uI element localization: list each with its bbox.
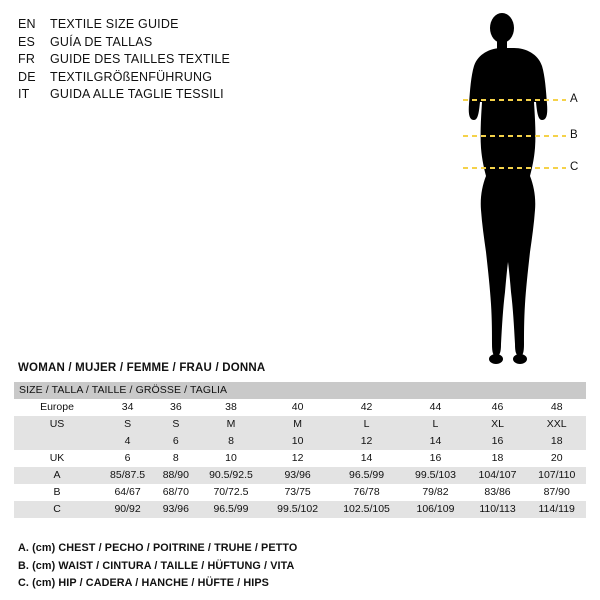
body-figure: [430, 8, 590, 368]
cell: 104/107: [468, 467, 528, 484]
cell: 40: [265, 399, 329, 416]
cell: M: [265, 416, 329, 433]
cell: 88/90: [155, 467, 196, 484]
table-row: [14, 467, 586, 484]
cell: 16: [403, 450, 467, 467]
cell: 16: [468, 433, 528, 450]
cell: 6: [155, 433, 196, 450]
cell: XXL: [527, 416, 586, 433]
cell: 20: [527, 450, 586, 467]
language-title: TEXTILE SIZE GUIDE: [50, 17, 179, 31]
cell: 99.5/103: [403, 467, 467, 484]
table-row: [14, 484, 586, 501]
cell: 70/72.5: [197, 484, 266, 501]
language-title: GUIDA ALLE TAGLIE TESSILI: [50, 87, 224, 102]
language-code: EN: [18, 17, 36, 31]
cell: M: [197, 416, 266, 433]
table-row: [14, 433, 586, 450]
cell: S: [100, 416, 155, 433]
cell: 76/78: [330, 484, 404, 501]
language-code: ES: [18, 34, 36, 49]
cell: 8: [197, 433, 266, 450]
table-row: [14, 416, 586, 433]
cell: 93/96: [155, 501, 196, 518]
legend-row-a: A. (cm) CHEST / PECHO / POITRINE / TRUHE / PETTO: [18, 542, 298, 554]
marker-label-a: A: [570, 93, 578, 105]
language-row-fr: [18, 51, 318, 69]
cell: 73/75: [265, 484, 329, 501]
measurement-legend: [18, 540, 438, 593]
cell: 12: [330, 433, 404, 450]
cell: 106/109: [403, 501, 467, 518]
cell: 6: [100, 450, 155, 467]
table-row: [14, 399, 586, 416]
legend-row-c: C. (cm) HIP / CADERA / HANCHE / HÜFTE / HIPS: [18, 577, 269, 589]
cell: 14: [330, 450, 404, 467]
table-header-label: SIZE / TALLA / TAILLE / GRÖSSE / TAGLIA: [14, 382, 586, 399]
cell: 38: [197, 399, 266, 416]
language-row-it: [18, 86, 318, 104]
cell: 96.5/99: [330, 467, 404, 484]
cell: 93/96: [265, 467, 329, 484]
cell: 90/92: [100, 501, 155, 518]
cell: 85/87.5: [100, 467, 155, 484]
cell: 18: [527, 433, 586, 450]
cell: 46: [468, 399, 528, 416]
cell: 110/113: [468, 501, 528, 518]
language-code: DE: [18, 69, 36, 84]
marker-label-b: B: [570, 129, 578, 141]
row-label: C: [14, 501, 100, 518]
size-table: [14, 382, 586, 518]
cell: 68/70: [155, 484, 196, 501]
size-table-wrap: [14, 382, 586, 518]
row-label: UK: [14, 450, 100, 467]
row-label: [14, 433, 100, 450]
cell: S: [155, 416, 196, 433]
row-label: Europe: [14, 399, 100, 416]
cell: 8: [155, 450, 196, 467]
cell: 114/119: [527, 501, 586, 518]
cell: 99.5/102: [265, 501, 329, 518]
marker-label-c: C: [570, 161, 579, 173]
cell: L: [330, 416, 404, 433]
cell: 14: [403, 433, 467, 450]
table-header-row: [14, 382, 586, 399]
table-row: [14, 450, 586, 467]
language-title: GUIDE DES TAILLES TEXTILE: [50, 52, 231, 67]
cell: 83/86: [468, 484, 528, 501]
row-label: US: [14, 416, 100, 433]
table-row: [14, 501, 586, 518]
cell: 64/67: [100, 484, 155, 501]
language-list: [18, 16, 318, 104]
cell: 44: [403, 399, 467, 416]
section-title: WOMAN / MUJER / FEMME / FRAU / DONNA: [18, 362, 266, 374]
cell: 12: [265, 450, 329, 467]
cell: 18: [468, 450, 528, 467]
cell: 102.5/105: [330, 501, 404, 518]
cell: 36: [155, 399, 196, 416]
cell: 34: [100, 399, 155, 416]
cell: 96.5/99: [197, 501, 266, 518]
cell: 42: [330, 399, 404, 416]
language-code: IT: [18, 87, 30, 102]
language-row-en: [18, 16, 318, 34]
cell: L: [403, 416, 467, 433]
cell: 4: [100, 433, 155, 450]
cell: 107/110: [527, 467, 586, 484]
cell: 90.5/92.5: [197, 467, 266, 484]
cell: 10: [265, 433, 329, 450]
cell: 79/82: [403, 484, 467, 501]
measurement-lines: [430, 8, 590, 368]
language-row-es: [18, 34, 318, 52]
row-label: A: [14, 467, 100, 484]
row-label: B: [14, 484, 100, 501]
language-title: TEXTILGRÖßENFÜHRUNG: [50, 69, 213, 84]
cell: 87/90: [527, 484, 586, 501]
cell: 10: [197, 450, 266, 467]
language-row-de: [18, 69, 318, 87]
legend-row-b: B. (cm) WAIST / CINTURA / TAILLE / HÜFTUNG / VITA: [18, 559, 295, 572]
cell: XL: [468, 416, 528, 433]
cell: 48: [527, 399, 586, 416]
language-title: GUÍA DE TALLAS: [50, 34, 153, 49]
language-code: FR: [18, 52, 36, 67]
